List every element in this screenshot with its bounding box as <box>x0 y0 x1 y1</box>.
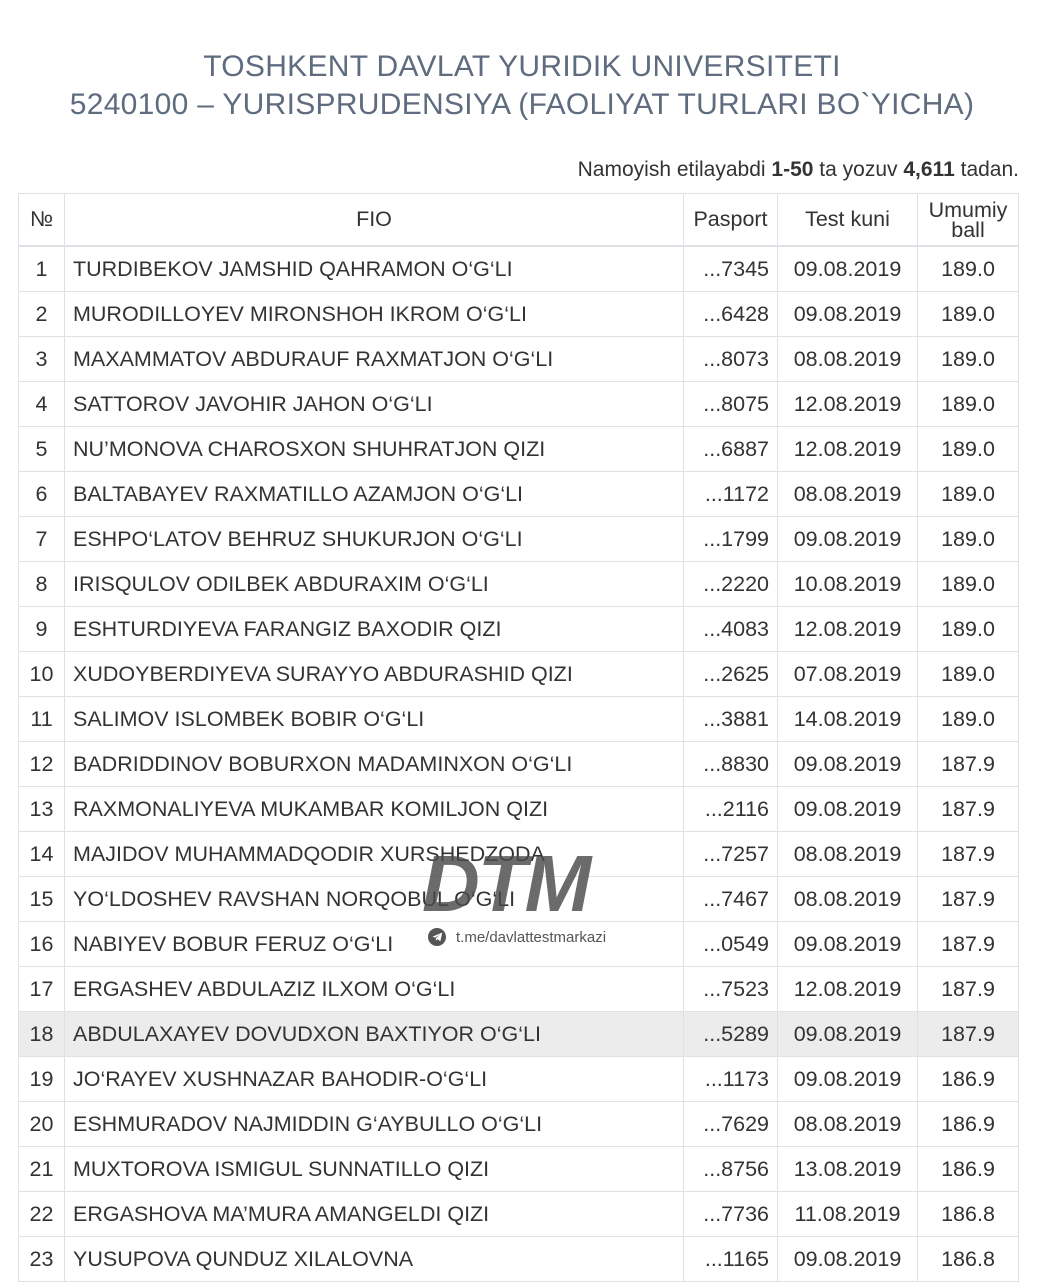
table-row[interactable] <box>19 1147 1019 1192</box>
cell-test-date: 14.08.2019 <box>778 697 918 742</box>
cell-fio: ESHPO‘LATOV BEHRUZ SHUKURJON O‘G‘LI <box>65 517 684 562</box>
telegram-link-text: t.me/davlattestmarkazi <box>456 928 607 946</box>
cell-passport: ...6887 <box>684 427 778 472</box>
cell-number: 23 <box>19 1237 65 1282</box>
cell-test-date: 09.08.2019 <box>778 1237 918 1282</box>
cell-fio: ESHTURDIYEVA FARANGIZ BAXODIR QIZI <box>65 607 684 652</box>
cell-total-score: 189.0 <box>918 382 1019 427</box>
cell-test-date: 08.08.2019 <box>778 877 918 922</box>
cell-passport: ...2625 <box>684 652 778 697</box>
cell-test-date: 12.08.2019 <box>778 427 918 472</box>
total-header-line1: Umumiy <box>928 197 1008 222</box>
cell-number: 20 <box>19 1102 65 1147</box>
cell-total-score: 189.0 <box>918 246 1019 292</box>
cell-fio: SALIMOV ISLOMBEK BOBIR O‘G‘LI <box>65 697 684 742</box>
cell-total-score: 189.0 <box>918 607 1019 652</box>
cell-number: 12 <box>19 742 65 787</box>
title-university: TOSHKENT DAVLAT YURIDIK UNIVERSITETI <box>203 50 841 83</box>
records-summary <box>578 158 1019 182</box>
cell-total-score: 186.8 <box>918 1192 1019 1237</box>
cell-number: 22 <box>19 1192 65 1237</box>
cell-total-score: 187.9 <box>918 742 1019 787</box>
table-row[interactable] <box>19 292 1019 337</box>
cell-total-score: 186.8 <box>918 1237 1019 1282</box>
cell-total-score: 189.0 <box>918 652 1019 697</box>
cell-total-score: 186.9 <box>918 1102 1019 1147</box>
cell-passport: ...2220 <box>684 562 778 607</box>
cell-test-date: 10.08.2019 <box>778 562 918 607</box>
cell-passport: ...7345 <box>684 246 778 292</box>
cell-passport: ...5289 <box>684 1012 778 1057</box>
cell-number: 9 <box>19 607 65 652</box>
cell-number: 2 <box>19 292 65 337</box>
cell-total-score: 189.0 <box>918 562 1019 607</box>
page-title <box>0 48 1044 124</box>
cell-passport: ...7629 <box>684 1102 778 1147</box>
cell-passport: ...8756 <box>684 1147 778 1192</box>
column-header-test-date[interactable]: Test kuni <box>778 194 918 247</box>
table-row[interactable] <box>19 382 1019 427</box>
cell-number: 8 <box>19 562 65 607</box>
summary-prefix: Namoyish etilayabdi <box>577 158 766 181</box>
cell-number: 16 <box>19 922 65 967</box>
table-row[interactable] <box>19 1102 1019 1147</box>
cell-fio: XUDOYBERDIYEVA SURAYYO ABDURASHID QIZI <box>65 652 684 697</box>
cell-test-date: 12.08.2019 <box>778 382 918 427</box>
cell-fio: MURODILLOYEV MIRONSHOH IKROM O‘G‘LI <box>65 292 684 337</box>
cell-test-date: 09.08.2019 <box>778 922 918 967</box>
cell-number: 11 <box>19 697 65 742</box>
cell-passport: ...2116 <box>684 787 778 832</box>
summary-total: 4,611 <box>903 158 955 181</box>
table-row[interactable] <box>19 1012 1019 1057</box>
cell-passport: ...1173 <box>684 1057 778 1102</box>
cell-number: 10 <box>19 652 65 697</box>
cell-fio: BALTABAYEV RAXMATILLO AZAMJON O‘G‘LI <box>65 472 684 517</box>
cell-fio: ERGASHOVA MA’MURA AMANGELDI QIZI <box>65 1192 684 1237</box>
cell-total-score: 187.9 <box>918 1012 1019 1057</box>
cell-total-score: 187.9 <box>918 922 1019 967</box>
table-row[interactable] <box>19 246 1019 292</box>
cell-passport: ...3881 <box>684 697 778 742</box>
table-row[interactable] <box>19 967 1019 1012</box>
cell-total-score: 189.0 <box>918 292 1019 337</box>
cell-total-score: 187.9 <box>918 787 1019 832</box>
table-row[interactable] <box>19 787 1019 832</box>
cell-number: 3 <box>19 337 65 382</box>
column-header-number[interactable]: № <box>19 194 65 247</box>
cell-test-date: 08.08.2019 <box>778 1102 918 1147</box>
cell-test-date: 07.08.2019 <box>778 652 918 697</box>
cell-passport: ...8073 <box>684 337 778 382</box>
table-row[interactable] <box>19 607 1019 652</box>
cell-test-date: 09.08.2019 <box>778 1012 918 1057</box>
cell-test-date: 11.08.2019 <box>778 1192 918 1237</box>
cell-passport: ...0549 <box>684 922 778 967</box>
cell-fio: YUSUPOVA QUNDUZ XILALOVNA <box>65 1237 684 1282</box>
table-row[interactable] <box>19 742 1019 787</box>
cell-test-date: 08.08.2019 <box>778 832 918 877</box>
cell-passport: ...1799 <box>684 517 778 562</box>
cell-number: 4 <box>19 382 65 427</box>
cell-fio: ABDULAXAYEV DOVUDXON BAXTIYOR O‘G‘LI <box>65 1012 684 1057</box>
cell-passport: ...8830 <box>684 742 778 787</box>
cell-passport: ...7736 <box>684 1192 778 1237</box>
column-header-passport[interactable]: Pasport <box>684 194 778 247</box>
cell-test-date: 09.08.2019 <box>778 742 918 787</box>
cell-total-score: 187.9 <box>918 832 1019 877</box>
table-row[interactable] <box>19 1237 1019 1282</box>
total-header-line2: ball <box>951 217 985 242</box>
cell-total-score: 189.0 <box>918 472 1019 517</box>
table-row[interactable] <box>19 337 1019 382</box>
table-row[interactable] <box>19 832 1019 877</box>
cell-number: 21 <box>19 1147 65 1192</box>
cell-fio: TURDIBEKOV JAMSHID QAHRAMON O‘G‘LI <box>65 246 684 292</box>
cell-test-date: 09.08.2019 <box>778 1057 918 1102</box>
cell-number: 7 <box>19 517 65 562</box>
cell-passport: ...8075 <box>684 382 778 427</box>
cell-number: 6 <box>19 472 65 517</box>
cell-fio: SATTOROV JAVOHIR JAHON O‘G‘LI <box>65 382 684 427</box>
table-row[interactable] <box>19 922 1019 967</box>
cell-test-date: 13.08.2019 <box>778 1147 918 1192</box>
cell-fio: ERGASHEV ABDULAZIZ ILXOM O‘G‘LI <box>65 967 684 1012</box>
column-header-total-score[interactable] <box>918 194 1019 247</box>
cell-test-date: 12.08.2019 <box>778 967 918 1012</box>
cell-test-date: 09.08.2019 <box>778 246 918 292</box>
column-header-fio[interactable]: FIO <box>65 194 684 247</box>
table-row[interactable] <box>19 562 1019 607</box>
summary-middle: ta yozuv <box>819 158 898 181</box>
table-row[interactable] <box>19 427 1019 472</box>
cell-total-score: 186.9 <box>918 1147 1019 1192</box>
cell-total-score: 189.0 <box>918 697 1019 742</box>
table-row[interactable] <box>19 1057 1019 1102</box>
title-specialty: 5240100 – YURISPRUDENSIYA (FAOLIYAT TURLARI BO`YICHA) <box>69 88 975 121</box>
cell-test-date: 12.08.2019 <box>778 607 918 652</box>
cell-passport: ...4083 <box>684 607 778 652</box>
dtm-logo: DTM <box>422 839 590 928</box>
summary-suffix: tadan. <box>960 158 1019 181</box>
cell-test-date: 08.08.2019 <box>778 472 918 517</box>
cell-number: 14 <box>19 832 65 877</box>
cell-passport: ...7523 <box>684 967 778 1012</box>
cell-fio: NU’MONOVA CHAROSXON SHUHRATJON QIZI <box>65 427 684 472</box>
cell-fio: RAXMONALIYEVA MUKAMBAR KOMILJON QIZI <box>65 787 684 832</box>
cell-total-score: 189.0 <box>918 427 1019 472</box>
cell-passport: ...1165 <box>684 1237 778 1282</box>
cell-total-score: 189.0 <box>918 517 1019 562</box>
cell-test-date: 08.08.2019 <box>778 337 918 382</box>
cell-passport: ...6428 <box>684 292 778 337</box>
cell-test-date: 09.08.2019 <box>778 292 918 337</box>
cell-total-score: 186.9 <box>918 1057 1019 1102</box>
cell-test-date: 09.08.2019 <box>778 517 918 562</box>
cell-number: 17 <box>19 967 65 1012</box>
cell-number: 18 <box>19 1012 65 1057</box>
cell-number: 1 <box>19 246 65 292</box>
table-row[interactable] <box>19 1192 1019 1237</box>
cell-fio: MUXTOROVA ISMIGUL SUNNATILLO QIZI <box>65 1147 684 1192</box>
cell-fio: NABIYEV BOBUR FERUZ O‘G‘LI <box>65 922 684 967</box>
cell-fio: IRISQULOV ODILBEK ABDURAXIM O‘G‘LI <box>65 562 684 607</box>
table-header-row <box>19 194 1019 247</box>
cell-number: 13 <box>19 787 65 832</box>
summary-range: 1-50 <box>771 158 814 181</box>
cell-passport: ...7257 <box>684 832 778 877</box>
cell-fio: YO‘LDOSHEV RAVSHAN NORQOBUL O‘G‘LI <box>65 877 684 922</box>
results-table <box>18 193 1019 1282</box>
cell-passport: ...1172 <box>684 472 778 517</box>
cell-fio: BADRIDDINOV BOBURXON MADAMINXON O‘G‘LI <box>65 742 684 787</box>
table-row[interactable] <box>19 652 1019 697</box>
cell-passport: ...7467 <box>684 877 778 922</box>
cell-fio: JO‘RAYEV XUSHNAZAR BAHODIR-O‘G‘LI <box>65 1057 684 1102</box>
table-row[interactable] <box>19 472 1019 517</box>
cell-test-date: 09.08.2019 <box>778 787 918 832</box>
cell-number: 5 <box>19 427 65 472</box>
cell-number: 15 <box>19 877 65 922</box>
cell-total-score: 189.0 <box>918 337 1019 382</box>
table-row[interactable] <box>19 517 1019 562</box>
cell-fio: MAJIDOV MUHAMMADQODIR XURSHEDZODA <box>65 832 684 877</box>
cell-number: 19 <box>19 1057 65 1102</box>
cell-fio: ESHMURADOV NAJMIDDIN G‘AYBULLO O‘G‘LI <box>65 1102 684 1147</box>
cell-total-score: 187.9 <box>918 967 1019 1012</box>
table-row[interactable] <box>19 697 1019 742</box>
cell-total-score: 187.9 <box>918 877 1019 922</box>
table-row[interactable] <box>19 877 1019 922</box>
cell-fio: MAXAMMATOV ABDURAUF RAXMATJON O‘G‘LI <box>65 337 684 382</box>
